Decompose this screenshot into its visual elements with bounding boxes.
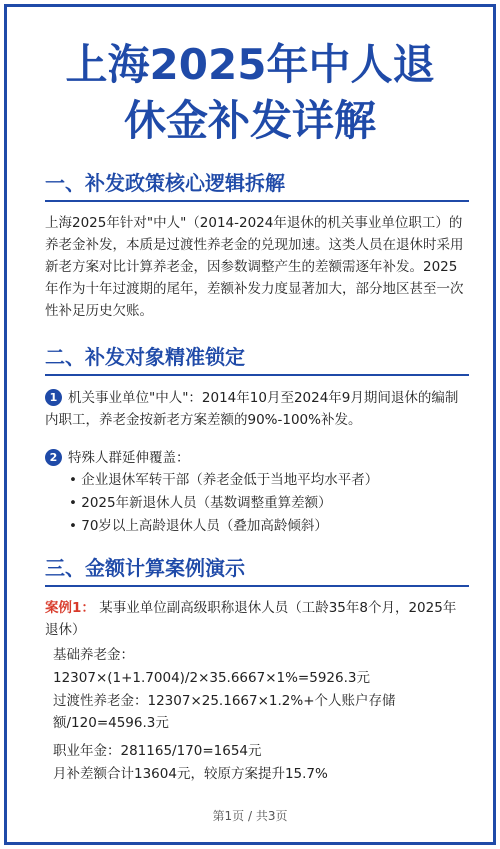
calc-line: 过渡性养老金：12307×25.1667×1.2%+个人账户存储额/120=4596.3元 bbox=[53, 693, 396, 731]
title-line-1: 上海2025年中人退 bbox=[65, 40, 435, 89]
section2-item-2-text: 特殊人群延伸覆盖： bbox=[68, 450, 190, 466]
calc-line: 12307×(1+1.7004)/2×35.6667×1%=5926.3元 bbox=[53, 670, 370, 686]
number-badge-1: 1 bbox=[45, 389, 62, 406]
section3-heading: 三、金额计算案例演示 bbox=[45, 555, 469, 587]
calc-line: 基础养老金： bbox=[53, 647, 134, 663]
page-frame bbox=[4, 4, 496, 845]
case-text: 某事业单位副高级职称退休人员（工龄35年8个月，2025年退休） bbox=[45, 600, 457, 638]
bullet-item: • 企业退休军转干部（养老金低于当地平均水平者） bbox=[69, 472, 379, 488]
number-badge-2: 2 bbox=[45, 449, 62, 466]
case-intro bbox=[45, 597, 469, 641]
section1-heading: 一、补发政策核心逻辑拆解 bbox=[45, 170, 469, 202]
calc-line: 职业年金：281165/170=1654元 bbox=[53, 743, 262, 759]
page-footer: 第1页 / 共3页 bbox=[212, 809, 288, 823]
case-label: 案例1： bbox=[45, 600, 95, 616]
section2-item-1 bbox=[45, 387, 469, 431]
section1-paragraph: 上海2025年针对"中人"（2014-2024年退休的机关事业单位职工）的养老金补发，本质是过渡性养老金的兑现加速。这类人员在退休时采用新老方案对比计算养老金，因参数调整产生的差额需逐年补发。2025年作为十年过渡期的尾年，差额补发力度显著加大，部分地区甚至一次性补足历史欠账。 bbox=[45, 215, 464, 319]
section2-heading: 二、补发对象精准锁定 bbox=[45, 344, 469, 376]
bullet-item: • 2025年新退休人员（基数调整重算差额） bbox=[69, 495, 332, 511]
section2-item-1-text: 机关事业单位"中人"：2014年10月至2024年9月期间退休的编制内职工，养老金按新老方案差额的90%-100%补发。 bbox=[45, 390, 459, 428]
page-title bbox=[7, 37, 493, 149]
bullet-item: • 70岁以上高龄退休人员（叠加高龄倾斜） bbox=[69, 518, 328, 534]
section2-item-2 bbox=[45, 447, 469, 469]
title-line-2: 休金补发详解 bbox=[123, 96, 376, 145]
calc-line: 月补差额合计13604元，较原方案提升15.7% bbox=[53, 766, 328, 782]
